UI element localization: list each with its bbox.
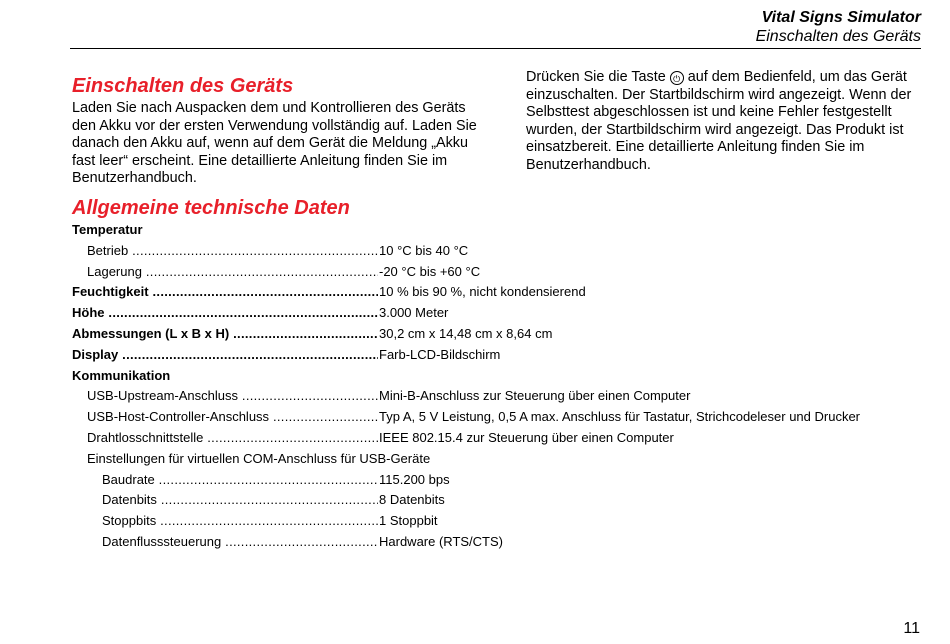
spec-row	[72, 284, 932, 300]
spec-value: Farb-LCD-Bildschirm	[379, 346, 501, 362]
spec-label: Lagerung .....	[87, 264, 378, 280]
spec-label: Abmessungen (L x B x H) .....	[72, 326, 378, 342]
power-on-text-after: auf dem Bedienfeld, um das Gerät einzuschalten. Der Startbildschirm wird angezeigt. Wenn der Selbsttest abgeschlossen ist und keine Fehler festgestellt wurden, der Startbildschirm wird angezeigt. Das Produkt ist einsatzbereit. Eine detaillierte Anleitung finden Sie im Benutzerhandbuch.	[526, 69, 912, 173]
spec-value: -20 °C bis +60 °C	[379, 263, 481, 279]
spec-row	[72, 368, 932, 384]
spec-value: 115.200 bps	[379, 471, 450, 487]
spec-value: 30,2 cm x 14,48 cm x 8,64 cm	[379, 326, 553, 341]
spec-row	[72, 513, 932, 529]
spec-value: 3.000 Meter	[379, 305, 449, 321]
spec-row	[72, 388, 932, 404]
spec-row	[72, 222, 932, 238]
spec-label: Stoppbits .....	[102, 513, 378, 529]
header-rule	[70, 48, 921, 49]
spec-label: Kommunikation	[72, 367, 171, 383]
spec-label: USB-Host-Controller-Anschluss .....	[87, 409, 378, 425]
spec-row	[72, 347, 932, 363]
page-number: 11	[903, 620, 920, 637]
power-on-paragraph-left: Laden Sie nach Auspacken dem und Kontrollieren des Geräts den Akku vor der ersten Verwendung vollständig auf. Laden Sie danach den Akku auf, wenn auf dem Gerät die Meldung „Akku fast leer“ erscheint. Eine detaillierte Anleitung finden Sie im Benutzerhandbuch.	[72, 100, 477, 187]
spec-label: Betrieb .....	[87, 243, 378, 259]
spec-value: 10 % bis 90 %, nicht kondensierend	[379, 284, 586, 300]
section-heading-power-on: Einschalten des Geräts	[72, 75, 294, 97]
power-on-paragraph-right	[526, 69, 926, 175]
spec-label: Einstellungen für virtuellen COM-Anschluss für USB-Geräte	[87, 450, 431, 466]
spec-value: 10 °C bis 40 °C	[379, 242, 469, 258]
spec-row	[72, 264, 932, 280]
spec-label: Datenflusssteuerung .....	[102, 534, 378, 550]
spec-value: 1 Stoppbit	[379, 513, 438, 529]
spec-label: USB-Upstream-Anschluss .....	[87, 388, 378, 404]
spec-label: Höhe .....	[72, 305, 378, 321]
spec-label: Drahtlosschnittstelle .....	[87, 430, 378, 446]
spec-label: Datenbits .....	[102, 492, 378, 508]
spec-row	[72, 534, 932, 550]
spec-row	[72, 305, 932, 321]
spec-row	[72, 492, 932, 508]
spec-row	[72, 409, 932, 425]
spec-label: Baudrate .....	[102, 472, 378, 488]
power-icon: ⏻	[670, 71, 684, 85]
section-heading-specs: Allgemeine technische Daten	[72, 197, 350, 219]
spec-value: Mini-B-Anschluss zur Steuerung über einen Computer	[379, 388, 691, 404]
spec-row	[72, 451, 932, 467]
spec-value: 8 Datenbits	[379, 492, 445, 508]
spec-row	[72, 430, 932, 446]
spec-row	[72, 243, 932, 259]
spec-value: IEEE 802.15.4 zur Steuerung über einen Computer	[379, 430, 674, 445]
running-header-subtitle: Einschalten des Geräts	[755, 28, 921, 45]
spec-row	[72, 472, 932, 488]
running-header-title: Vital Signs Simulator	[761, 9, 921, 26]
spec-label: Feuchtigkeit .....	[72, 284, 378, 300]
spec-label: Temperatur	[72, 222, 143, 237]
spec-label: Display .....	[72, 347, 378, 363]
spec-row	[72, 326, 932, 342]
power-on-text-before: Drücken Sie die Taste	[526, 69, 670, 85]
spec-value: Typ A, 5 V Leistung, 0,5 A max. Anschluss für Tastatur, Strichcodeleser und Drucker	[379, 409, 861, 425]
spec-value: Hardware (RTS/CTS)	[379, 534, 504, 549]
